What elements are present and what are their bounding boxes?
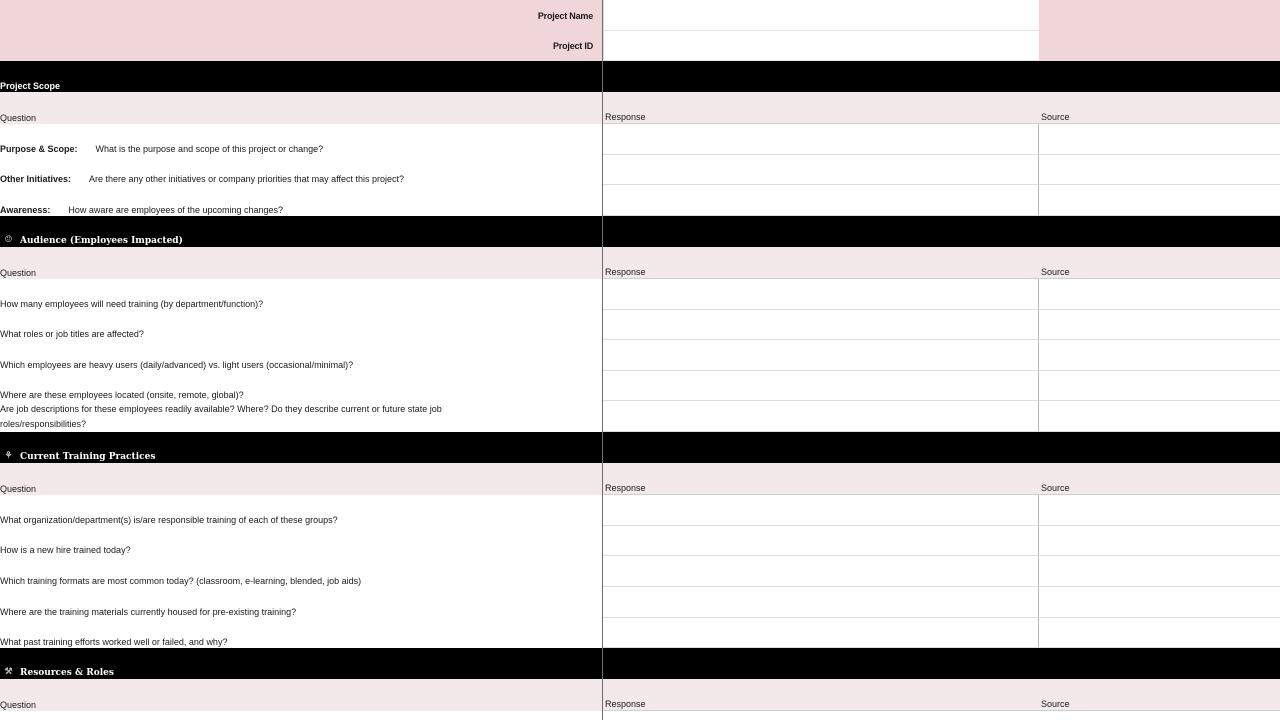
table-row bbox=[0, 401, 1280, 432]
col-question: Question bbox=[0, 484, 37, 494]
table-row bbox=[0, 279, 1280, 310]
section-header-resources bbox=[0, 648, 1280, 679]
response-cell[interactable] bbox=[603, 495, 1039, 526]
col-source: Source bbox=[1039, 92, 1280, 124]
section-header-scope bbox=[0, 61, 1280, 92]
column-divider bbox=[602, 0, 603, 720]
source-cell[interactable] bbox=[1039, 371, 1280, 401]
col-source: Source bbox=[1039, 679, 1280, 711]
response-cell[interactable] bbox=[603, 618, 1039, 648]
question-text: Which training formats are most common today? (classroom, e-learning, blended, job aids) bbox=[0, 556, 603, 587]
col-question: Question bbox=[0, 268, 37, 278]
table-row bbox=[0, 556, 1280, 587]
column-labels-scope bbox=[0, 92, 1280, 124]
response-cell[interactable] bbox=[603, 371, 1039, 401]
table-row bbox=[0, 124, 1280, 155]
column-labels-resources bbox=[0, 679, 1280, 711]
project-id-input[interactable] bbox=[603, 31, 1039, 61]
question-text: Where are the training materials currently housed for pre-existing training? bbox=[0, 587, 603, 618]
question-text: What organization/department(s) is/are responsible training of each of these groups? bbox=[0, 495, 603, 526]
table-row bbox=[0, 495, 1280, 526]
response-cell[interactable] bbox=[603, 556, 1039, 587]
table-row bbox=[0, 526, 1280, 556]
tools-icon: ⚒ bbox=[4, 667, 13, 677]
table-row bbox=[0, 155, 1280, 185]
section-title: Project Scope bbox=[0, 61, 603, 92]
project-id-row bbox=[0, 31, 1280, 61]
table-row bbox=[0, 587, 1280, 618]
plant-icon: ⚘ bbox=[4, 451, 13, 461]
source-cell[interactable] bbox=[1039, 310, 1280, 340]
response-cell[interactable] bbox=[603, 124, 1039, 155]
source-cell[interactable] bbox=[1039, 155, 1280, 185]
col-question: Question bbox=[0, 113, 37, 123]
table-row bbox=[0, 310, 1280, 340]
table-row bbox=[0, 185, 1280, 216]
column-labels-training bbox=[0, 463, 1280, 495]
project-name-label: Project Name bbox=[537, 10, 593, 21]
question-label: Other Initiatives: bbox=[0, 174, 72, 184]
col-response: Response bbox=[603, 679, 1039, 711]
source-cell[interactable] bbox=[1039, 618, 1280, 648]
question-cell bbox=[0, 185, 603, 216]
response-cell[interactable] bbox=[603, 587, 1039, 618]
table-row bbox=[0, 618, 1280, 648]
col-source: Source bbox=[1039, 463, 1280, 495]
response-cell[interactable] bbox=[603, 526, 1039, 556]
source-cell[interactable] bbox=[1039, 340, 1280, 371]
question-text: What roles or job titles are affected? bbox=[0, 310, 603, 340]
response-cell[interactable] bbox=[603, 185, 1039, 216]
question-text: Are job descriptions for these employees readily available? Where? Do they describe current or future state job roles/responsibilities? bbox=[0, 401, 603, 432]
question-text: Are there any other initiatives or company priorities that may affect this project? bbox=[89, 174, 404, 184]
question-text: Where are these employees located (onsite, remote, global)? bbox=[0, 371, 603, 401]
question-text: How many employees will need training (by department/function)? bbox=[0, 279, 603, 310]
source-cell[interactable] bbox=[1039, 185, 1280, 216]
table-row bbox=[0, 371, 1280, 401]
column-labels-audience bbox=[0, 247, 1280, 279]
project-name-row bbox=[0, 0, 1280, 31]
section-header-training bbox=[0, 432, 1280, 463]
question-label: Purpose & Scope: bbox=[0, 144, 78, 154]
source-cell[interactable] bbox=[1039, 401, 1280, 432]
col-response: Response bbox=[603, 247, 1039, 279]
col-response: Response bbox=[603, 463, 1039, 495]
section-title-cell bbox=[0, 216, 603, 247]
section-title: Current Training Practices bbox=[20, 452, 156, 462]
project-name-input[interactable] bbox=[603, 0, 1039, 31]
response-cell[interactable] bbox=[603, 340, 1039, 371]
source-cell[interactable] bbox=[1039, 495, 1280, 526]
section-title: Audience (Employees Impacted) bbox=[20, 236, 183, 246]
question-text: What past training efforts worked well or failed, and why? bbox=[0, 618, 603, 648]
section-title: Resources & Roles bbox=[20, 668, 114, 678]
question-text: What is the purpose and scope of this project or change? bbox=[95, 144, 324, 154]
col-question: Question bbox=[0, 700, 37, 710]
table-row bbox=[0, 340, 1280, 371]
section-title-cell bbox=[0, 432, 603, 463]
response-cell[interactable] bbox=[603, 401, 1039, 432]
section-title-cell bbox=[0, 648, 603, 679]
question-cell bbox=[0, 124, 603, 155]
people-icon: ☺ bbox=[4, 235, 13, 245]
source-cell[interactable] bbox=[1039, 587, 1280, 618]
response-cell[interactable] bbox=[603, 310, 1039, 340]
question-text: Which employees are heavy users (daily/advanced) vs. light users (occasional/minimal)? bbox=[0, 340, 603, 371]
question-label: Awareness: bbox=[0, 205, 51, 215]
response-cell[interactable] bbox=[603, 155, 1039, 185]
source-cell[interactable] bbox=[1039, 124, 1280, 155]
source-cell[interactable] bbox=[1039, 556, 1280, 587]
question-cell bbox=[0, 155, 603, 185]
question-text: How is a new hire trained today? bbox=[0, 526, 603, 556]
col-response: Response bbox=[603, 92, 1039, 124]
question-text: How aware are employees of the upcoming changes? bbox=[68, 205, 283, 215]
project-id-label: Project ID bbox=[552, 41, 593, 51]
section-header-audience bbox=[0, 216, 1280, 247]
response-cell[interactable] bbox=[603, 279, 1039, 310]
col-source: Source bbox=[1039, 247, 1280, 279]
source-cell[interactable] bbox=[1039, 526, 1280, 556]
source-cell[interactable] bbox=[1039, 279, 1280, 310]
